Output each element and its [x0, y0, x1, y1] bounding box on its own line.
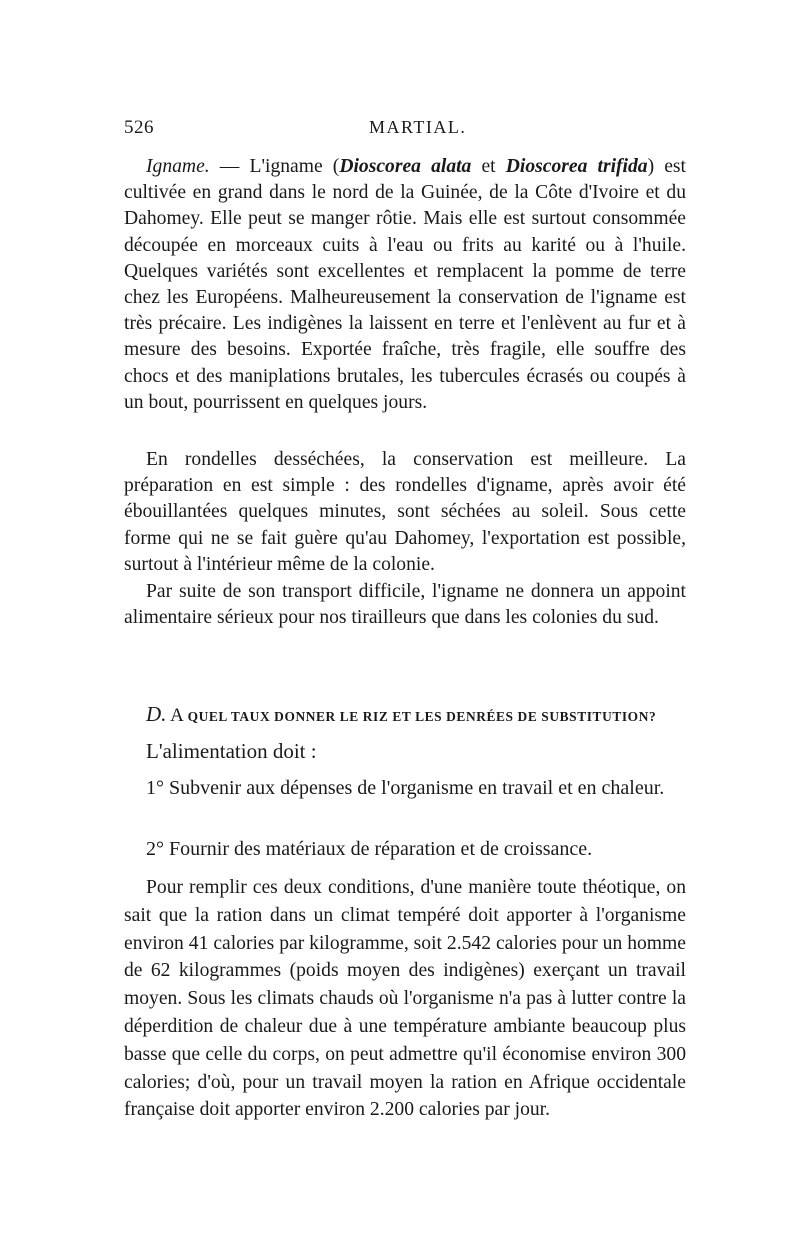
species-alata: Dioscorea alata [339, 156, 472, 177]
page-number: 526 [124, 117, 154, 138]
paragraph-calories: Pour remplir ces deux conditions, d'une manière toute théotique, on sait que la ration dans un climat tempéré doit apporter à l'organisme environ 41 calories par kilogramme, soit 2.542 calories pour un homme de 62 kilogrammes (poids moyen des indigènes) exerçant un travail moyen. Sous les climats chauds où l'organisme n'a pas à lutter contre la déperdition de chaleur due à une température ambiante beaucoup plus basse que celle du corps, on peut admettre qu'il économise environ 300 calories; d'où, pour un travail moyen la ration en Afrique occidentale française doit apporter environ 2.200 calories par jour. [124, 877, 686, 1121]
igname-and: et [471, 156, 506, 177]
section-title: QUEL TAUX DONNER LE RIZ ET LES DENRÉES DE SUBSTITUTION? [187, 709, 657, 724]
section-first-word: A [170, 705, 183, 726]
page-header [124, 117, 686, 143]
species-trifida: Dioscorea trifida [505, 156, 648, 177]
paragraph-rondelles: En rondelles desséchées, la conservation est meilleure. La préparation en est simple : des rondelles d'igname, après avoir été ébouillantées quelques minutes, sont séchées au soleil. Sous cette forme qui ne se fait guère qu'au Dahomey, l'exportation est possible, surtout à l'intérieur même de la colonie. [124, 449, 686, 575]
paragraph-igname [124, 154, 686, 416]
paragraph-transport: Par suite de son transport difficile, l'igname ne donnera un appoint alimentaire sérieux pour nos tirailleurs que dans les colonies du sud. [124, 581, 686, 629]
alimentation-lead: L'alimentation doit : [146, 739, 317, 763]
igname-label: Igname. [146, 156, 210, 177]
list-item-1: 1° Subvenir aux dépenses de l'organisme en travail et en chaleur. [146, 777, 665, 799]
igname-body: ) est cultivée en grand dans le nord de la Guinée, de la Côte d'Ivoire et du Dahomey. Elle peut se manger rôtie. Mais elle est surtout consommée découpée en morceaux cuits à l'eau ou frits au karité ou à l'huile. Quelques variétés sont excellentes et remplacent la pomme de terre chez les Européens. Malheureusement la conservation de l'igname est très précaire. Les indigènes la laissent en terre et l'enlèvent au fur et à mesure des besoins. Exportée fraîche, très fragile, elle souffre des chocs et des maniplations brutales, les tubercules écrasés ou coupés à un bout, pourrissent en quelques jours. [124, 156, 686, 413]
section-letter: D. [146, 702, 167, 726]
igname-dash: — L'igname ( [209, 156, 340, 177]
list-item-2: 2° Fournir des matériaux de réparation et de croissance. [146, 838, 593, 860]
running-head: MARTIAL. [369, 117, 467, 137]
section-heading [146, 702, 686, 727]
